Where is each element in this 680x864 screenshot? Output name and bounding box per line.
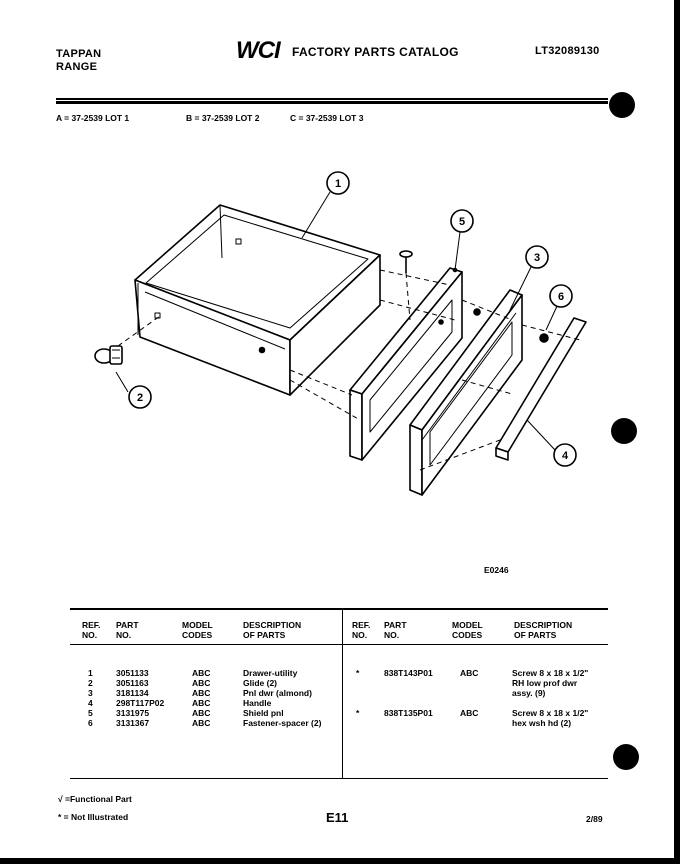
- screw-drawing: [400, 251, 412, 273]
- table-row-desc: [512, 668, 588, 698]
- table-row-part: 3051163: [116, 678, 149, 688]
- table-row-ref: 3: [88, 688, 93, 698]
- callout-6-label: 6: [557, 291, 565, 303]
- callout-5-label: 5: [458, 216, 466, 228]
- catalog-date: 2/89: [586, 814, 603, 824]
- table-row-desc: Glide (2): [243, 678, 278, 688]
- table-row-desc: Drawer-utility: [243, 668, 298, 678]
- brand-line-1: TAPPAN: [56, 48, 102, 60]
- catalog-title: FACTORY PARTS CATALOG: [292, 45, 459, 59]
- table-row-desc: Handle: [243, 698, 272, 708]
- glide-drawing: [95, 346, 122, 364]
- table-row-model: ABC: [460, 708, 479, 718]
- desc-line: hex wsh hd (2): [512, 718, 572, 728]
- desc-line: assy. (9): [512, 688, 546, 698]
- desc-line: RH low prof dwr: [512, 678, 578, 688]
- table-row-model: ABC: [460, 668, 479, 678]
- brand-line-2: RANGE: [56, 61, 98, 73]
- table-row-part: 3181134: [116, 688, 149, 698]
- not-illustrated-note: * = Not Illustrated: [58, 812, 129, 822]
- right-header-model: MODEL CODES: [452, 620, 483, 640]
- callout-2-label: 2: [136, 392, 144, 404]
- table-row-part: 838T143P01: [384, 668, 433, 678]
- table-row-model: ABC: [192, 698, 211, 708]
- left-desc-column: [243, 668, 321, 728]
- left-part-column: [116, 668, 164, 728]
- table-top-rule: [70, 608, 608, 610]
- table-row-model: ABC: [192, 718, 211, 728]
- drawer-utility-drawing: [135, 205, 380, 395]
- right-header-part: PART NO.: [384, 620, 407, 640]
- callout-1-label: 1: [334, 178, 342, 190]
- left-model-column: [192, 668, 210, 728]
- table-row-part: 298T117P02: [116, 698, 165, 708]
- table-row-part: 3131367: [116, 718, 150, 728]
- callout-4-label: 4: [561, 450, 569, 462]
- lot-a: A = 37-2539 LOT 1: [56, 113, 130, 123]
- page-number: E11: [326, 810, 349, 825]
- table-row-ref: 5: [88, 708, 93, 718]
- left-ref-column: [88, 668, 93, 728]
- table-row-model: ABC: [192, 668, 211, 678]
- table-row-part: 3051133: [116, 668, 149, 678]
- table-row-desc: Pnl dwr (almond): [243, 688, 312, 698]
- table-bottom-rule: [70, 778, 608, 779]
- lot-b: B = 37-2539 LOT 2: [186, 113, 260, 123]
- lot-c: C = 37-2539 LOT 3: [290, 113, 364, 123]
- table-row-ref: 4: [88, 698, 93, 708]
- fastener-spacer-drawing: [540, 334, 548, 342]
- right-header-desc: DESCRIPTION OF PARTS: [514, 620, 573, 640]
- table-row-ref: *: [356, 668, 360, 678]
- table-row-part: 3131975: [116, 708, 150, 718]
- table-row-model: ABC: [192, 688, 211, 698]
- table-row-ref: *: [356, 708, 360, 718]
- table-row-desc: Fastener-spacer (2): [243, 718, 322, 728]
- left-header-model: MODEL CODES: [182, 620, 213, 640]
- table-row-ref: 1: [88, 668, 93, 678]
- catalog-number: LT32089130: [535, 45, 600, 57]
- table-header-rule: [70, 644, 608, 645]
- desc-line: Screw 8 x 18 x 1/2": [512, 708, 589, 718]
- left-header-ref: REF. NO.: [82, 620, 101, 640]
- table-row-ref: 2: [88, 678, 93, 688]
- table-row-desc: Shield pnl: [243, 708, 284, 718]
- left-header-desc: DESCRIPTION OF PARTS: [243, 620, 302, 640]
- page-border-bottom: [0, 858, 680, 864]
- punch-hole-bottom: [613, 744, 639, 770]
- diagram-code: E0246: [484, 565, 509, 575]
- desc-line: Screw 8 x 18 x 1/2": [512, 668, 589, 678]
- table-row-part: 838T135P01: [384, 708, 433, 718]
- callout-3-label: 3: [533, 252, 541, 264]
- table-center-divider: [342, 610, 343, 778]
- right-header-ref: REF. NO.: [352, 620, 371, 640]
- table-row-desc: [512, 708, 588, 728]
- wci-logo: WCI: [236, 37, 280, 64]
- table-row-model: ABC: [192, 678, 211, 688]
- functional-part-note: √ =Functional Part: [58, 794, 132, 804]
- table-row-ref: 6: [88, 718, 93, 728]
- left-header-part: PART NO.: [116, 620, 139, 640]
- table-row-model: ABC: [192, 708, 211, 718]
